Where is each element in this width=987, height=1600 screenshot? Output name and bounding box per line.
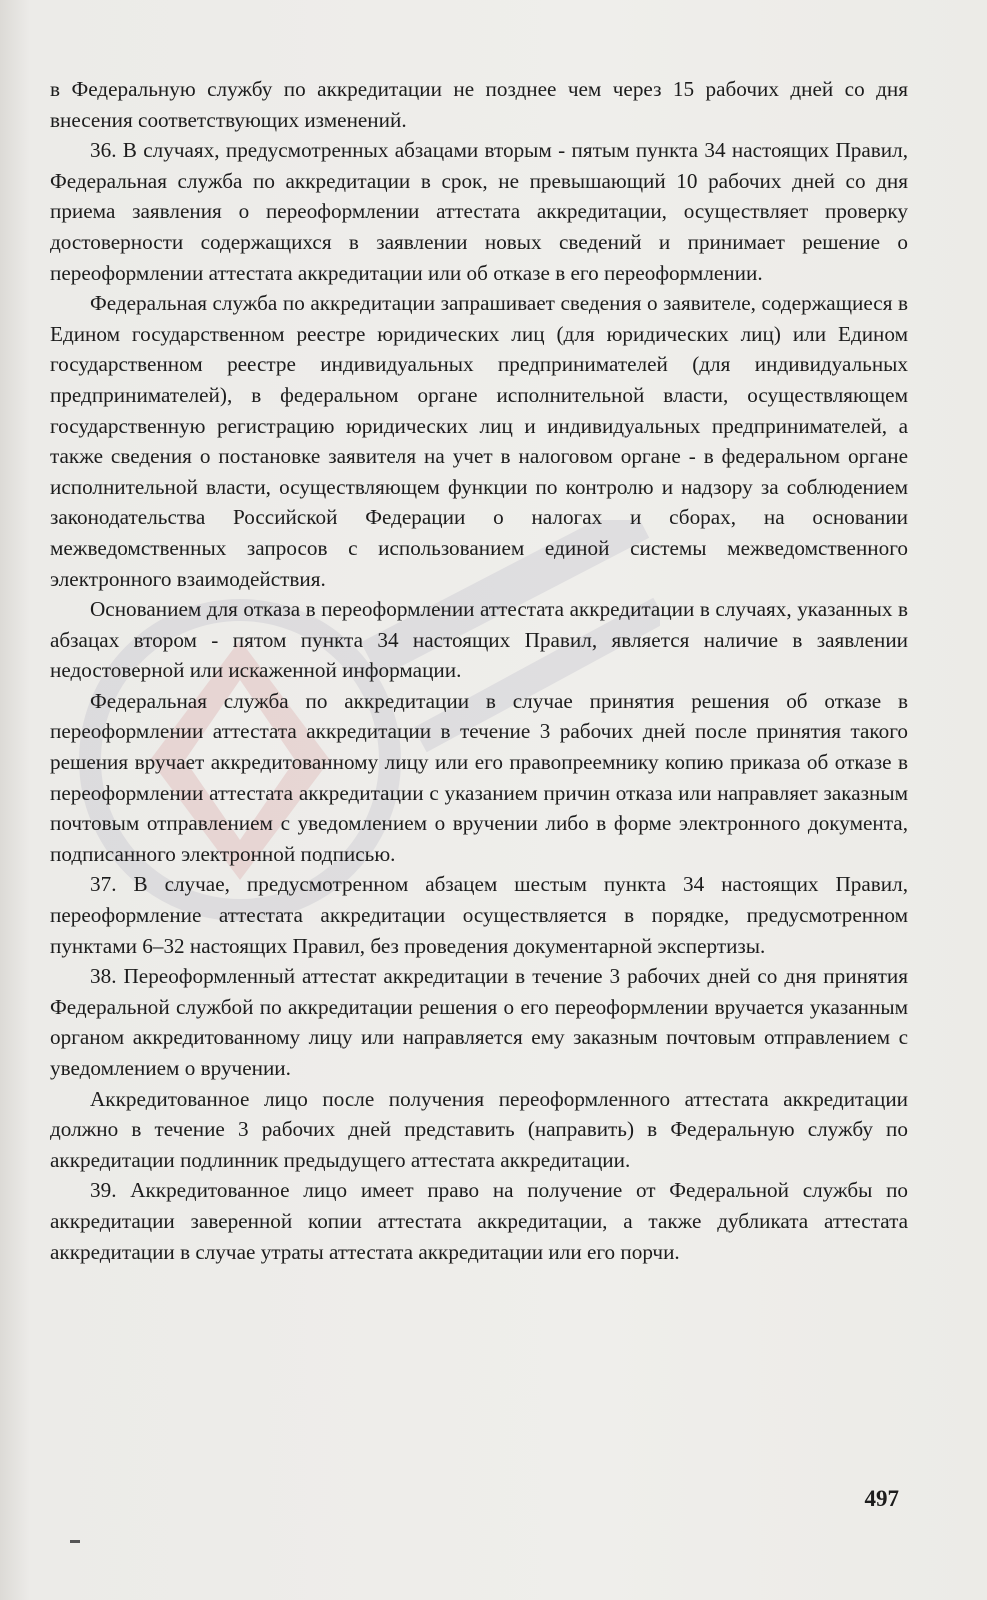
- paragraph-2: 36. В случаях, предусмотренных абзацами вторым - пятым пункта 34 настоящих Правил, Федеральная служба по аккредитации в срок, не превышающий 10 рабочих дней со дня приема заявления о переоформлении аттестата аккредитации, осуществляет проверку достоверности содержащихся в заявлении новых сведений и принимает решение о переоформлении аттестата аккредитации или об отказе в его переоформлении.: [50, 138, 908, 285]
- paragraph-4: Основанием для отказа в переоформлении аттестата аккредитации в случаях, указанных в абзацах втором - пятом пункта 34 настоящих Правил, является наличие в заявлении недостоверной или искаженной информации.: [50, 597, 908, 683]
- margin-mark: [70, 1540, 80, 1543]
- paragraph-1: в Федеральную службу по аккредитации не позднее чем через 15 рабочих дней со дня внесения соответствующих изменений.: [50, 77, 908, 132]
- body-text: [50, 74, 908, 1267]
- paragraph-8: Аккредитованное лицо после получения переоформленного аттестата аккредитации должно в течение 3 рабочих дней представить (направить) в Федеральную службу по аккредитации подлинник предыдущего аттестата аккредитации.: [50, 1086, 908, 1172]
- paragraph-5: Федеральная служба по аккредитации в случае принятия решения об отказе в переоформлении аттестата аккредитации в течение 3 рабочих дней после принятия такого решения вручает аккредитованному лицу или его правопреемнику копию приказа об отказе в переоформлении аттестата аккредитации с указанием причин отказа или направляет заказным почтовым отправлением с уведомлением о вручении либо в форме электронного документа, подписанного электронной подписью.: [50, 688, 908, 866]
- page-number: 497: [864, 1486, 899, 1511]
- paragraph-9: 39. Аккредитованное лицо имеет право на получение от Федеральной службы по аккредитации заверенной копии аттестата аккредитации, а также дубликата аттестата аккредитации в случае утраты аттестата аккредитации или его порчи.: [50, 1178, 908, 1264]
- paragraph-7: 38. Переоформленный аттестат аккредитации в течение 3 рабочих дней со дня принятия Федеральной службой по аккредитации решения о его переоформлении вручается указанным органом аккредитованному лицу или направляется ему заказным почтовым отправлением с уведомлением о вручении.: [50, 964, 908, 1080]
- paragraph-6: 37. В случае, предусмотренном абзацем шестым пункта 34 настоящих Правил, переоформление аттестата аккредитации осуществляется в порядке, предусмотренном пунктами 6–32 настоящих Правил, без проведения документарной экспертизы.: [50, 872, 908, 958]
- paragraph-3: Федеральная служба по аккредитации запрашивает сведения о заявителе, содержащиеся в Едином государственном реестре юридических лиц (для юридических лиц) или Едином государственном реестре индивидуальных предпринимателей (для индивидуальных предпринимателей), в федеральном органе исполнительной власти, осуществляющем государственную регистрацию юридических лиц и индивидуальных предпринимателей, а также сведения о постановке заявителя на учет в налоговом органе - в федеральном органе исполнительной власти, осуществляющем функции по контролю и надзору за соблюдением законодательства Российской Федерации о налогах и сборах, на основании межведомственных запросов с использованием единой системы межведомственного электронного взаимодействия.: [50, 291, 908, 591]
